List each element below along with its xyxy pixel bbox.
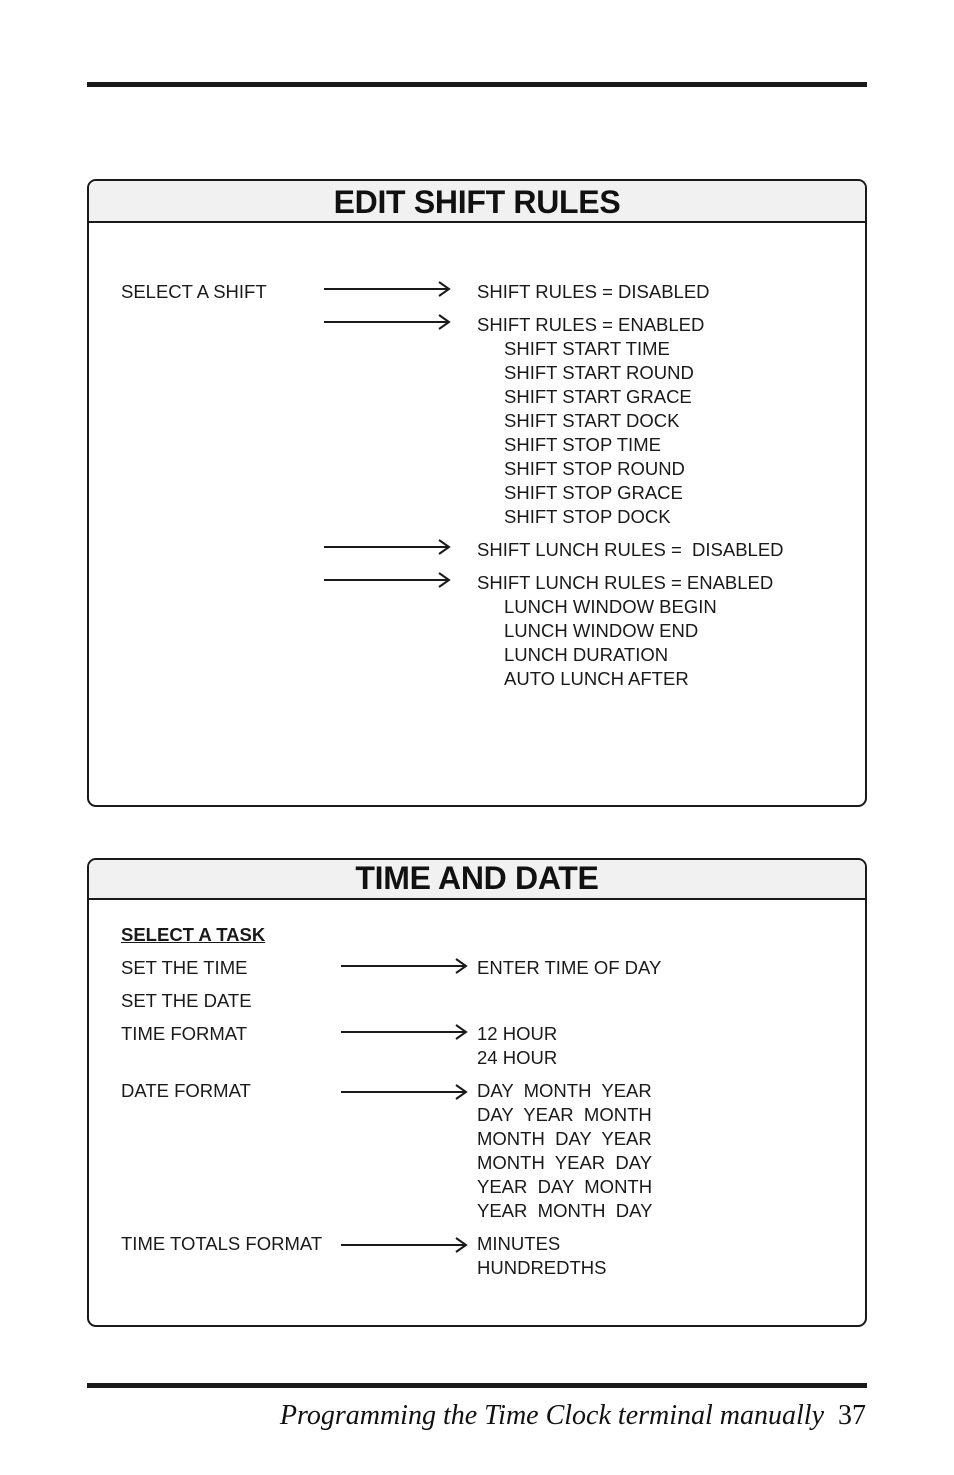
arrow-icon (324, 314, 452, 330)
date-format-option: MONTH DAY YEAR (477, 1128, 652, 1149)
time-totals-option: MINUTES (477, 1233, 561, 1254)
date-format-option: YEAR DAY MONTH (477, 1176, 653, 1197)
date-format-option: DAY MONTH YEAR (477, 1080, 652, 1101)
arrow-icon (341, 1237, 469, 1253)
page-number: 37 (838, 1400, 866, 1431)
date-format-option: MONTH YEAR DAY (477, 1152, 653, 1173)
shift-rule-item: SHIFT START ROUND (504, 362, 694, 383)
arrow-icon (324, 572, 452, 588)
arrow-icon (324, 281, 452, 297)
shift-rule-item: SHIFT START TIME (504, 338, 670, 359)
time-totals-format-label: TIME TOTALS FORMAT (121, 1233, 323, 1254)
lunch-rules-enabled: SHIFT LUNCH RULES = ENABLED (477, 572, 774, 593)
page-footer (280, 1400, 866, 1432)
arrow-icon (324, 539, 452, 555)
lunch-rules-disabled: SHIFT LUNCH RULES = DISABLED (477, 539, 784, 560)
top-rule (87, 82, 867, 87)
date-format-option: YEAR MONTH DAY (477, 1200, 653, 1221)
shift-rule-item: SHIFT STOP TIME (504, 434, 661, 455)
footer-text: Programming the Time Clock terminal manually (279, 1400, 824, 1431)
shift-rule-item: SHIFT STOP ROUND (504, 458, 685, 479)
panel-title: TIME AND DATE (89, 860, 865, 900)
shift-rule-item: SHIFT STOP DOCK (504, 506, 671, 527)
date-format-label: DATE FORMAT (121, 1080, 251, 1101)
panel-title: EDIT SHIFT RULES (89, 181, 865, 223)
arrow-icon (341, 1084, 469, 1100)
select-shift-label: SELECT A SHIFT (121, 281, 267, 302)
edit-shift-rules-panel (87, 179, 867, 807)
lunch-rule-item: AUTO LUNCH AFTER (504, 668, 689, 689)
lunch-rule-item: LUNCH WINDOW BEGIN (504, 596, 717, 617)
set-time-result: ENTER TIME OF DAY (477, 957, 662, 978)
bottom-rule (87, 1383, 867, 1388)
arrow-icon (341, 1024, 469, 1040)
shift-rules-disabled: SHIFT RULES = DISABLED (477, 281, 710, 302)
date-format-option: DAY YEAR MONTH (477, 1104, 652, 1125)
shift-rules-enabled: SHIFT RULES = ENABLED (477, 314, 705, 335)
arrow-icon (341, 958, 469, 974)
shift-rule-item: SHIFT STOP GRACE (504, 482, 683, 503)
time-format-option: 12 HOUR (477, 1023, 558, 1044)
shift-rule-item: SHIFT START GRACE (504, 386, 692, 407)
shift-rule-item: SHIFT START DOCK (504, 410, 680, 431)
time-totals-option: HUNDREDTHS (477, 1257, 607, 1278)
lunch-rule-item: LUNCH DURATION (504, 644, 669, 665)
set-date-label: SET THE DATE (121, 990, 252, 1011)
set-time-label: SET THE TIME (121, 957, 248, 978)
lunch-rule-item: LUNCH WINDOW END (504, 620, 699, 641)
select-task-heading: SELECT A TASK (121, 924, 266, 945)
time-format-label: TIME FORMAT (121, 1023, 248, 1044)
time-format-option: 24 HOUR (477, 1047, 558, 1068)
